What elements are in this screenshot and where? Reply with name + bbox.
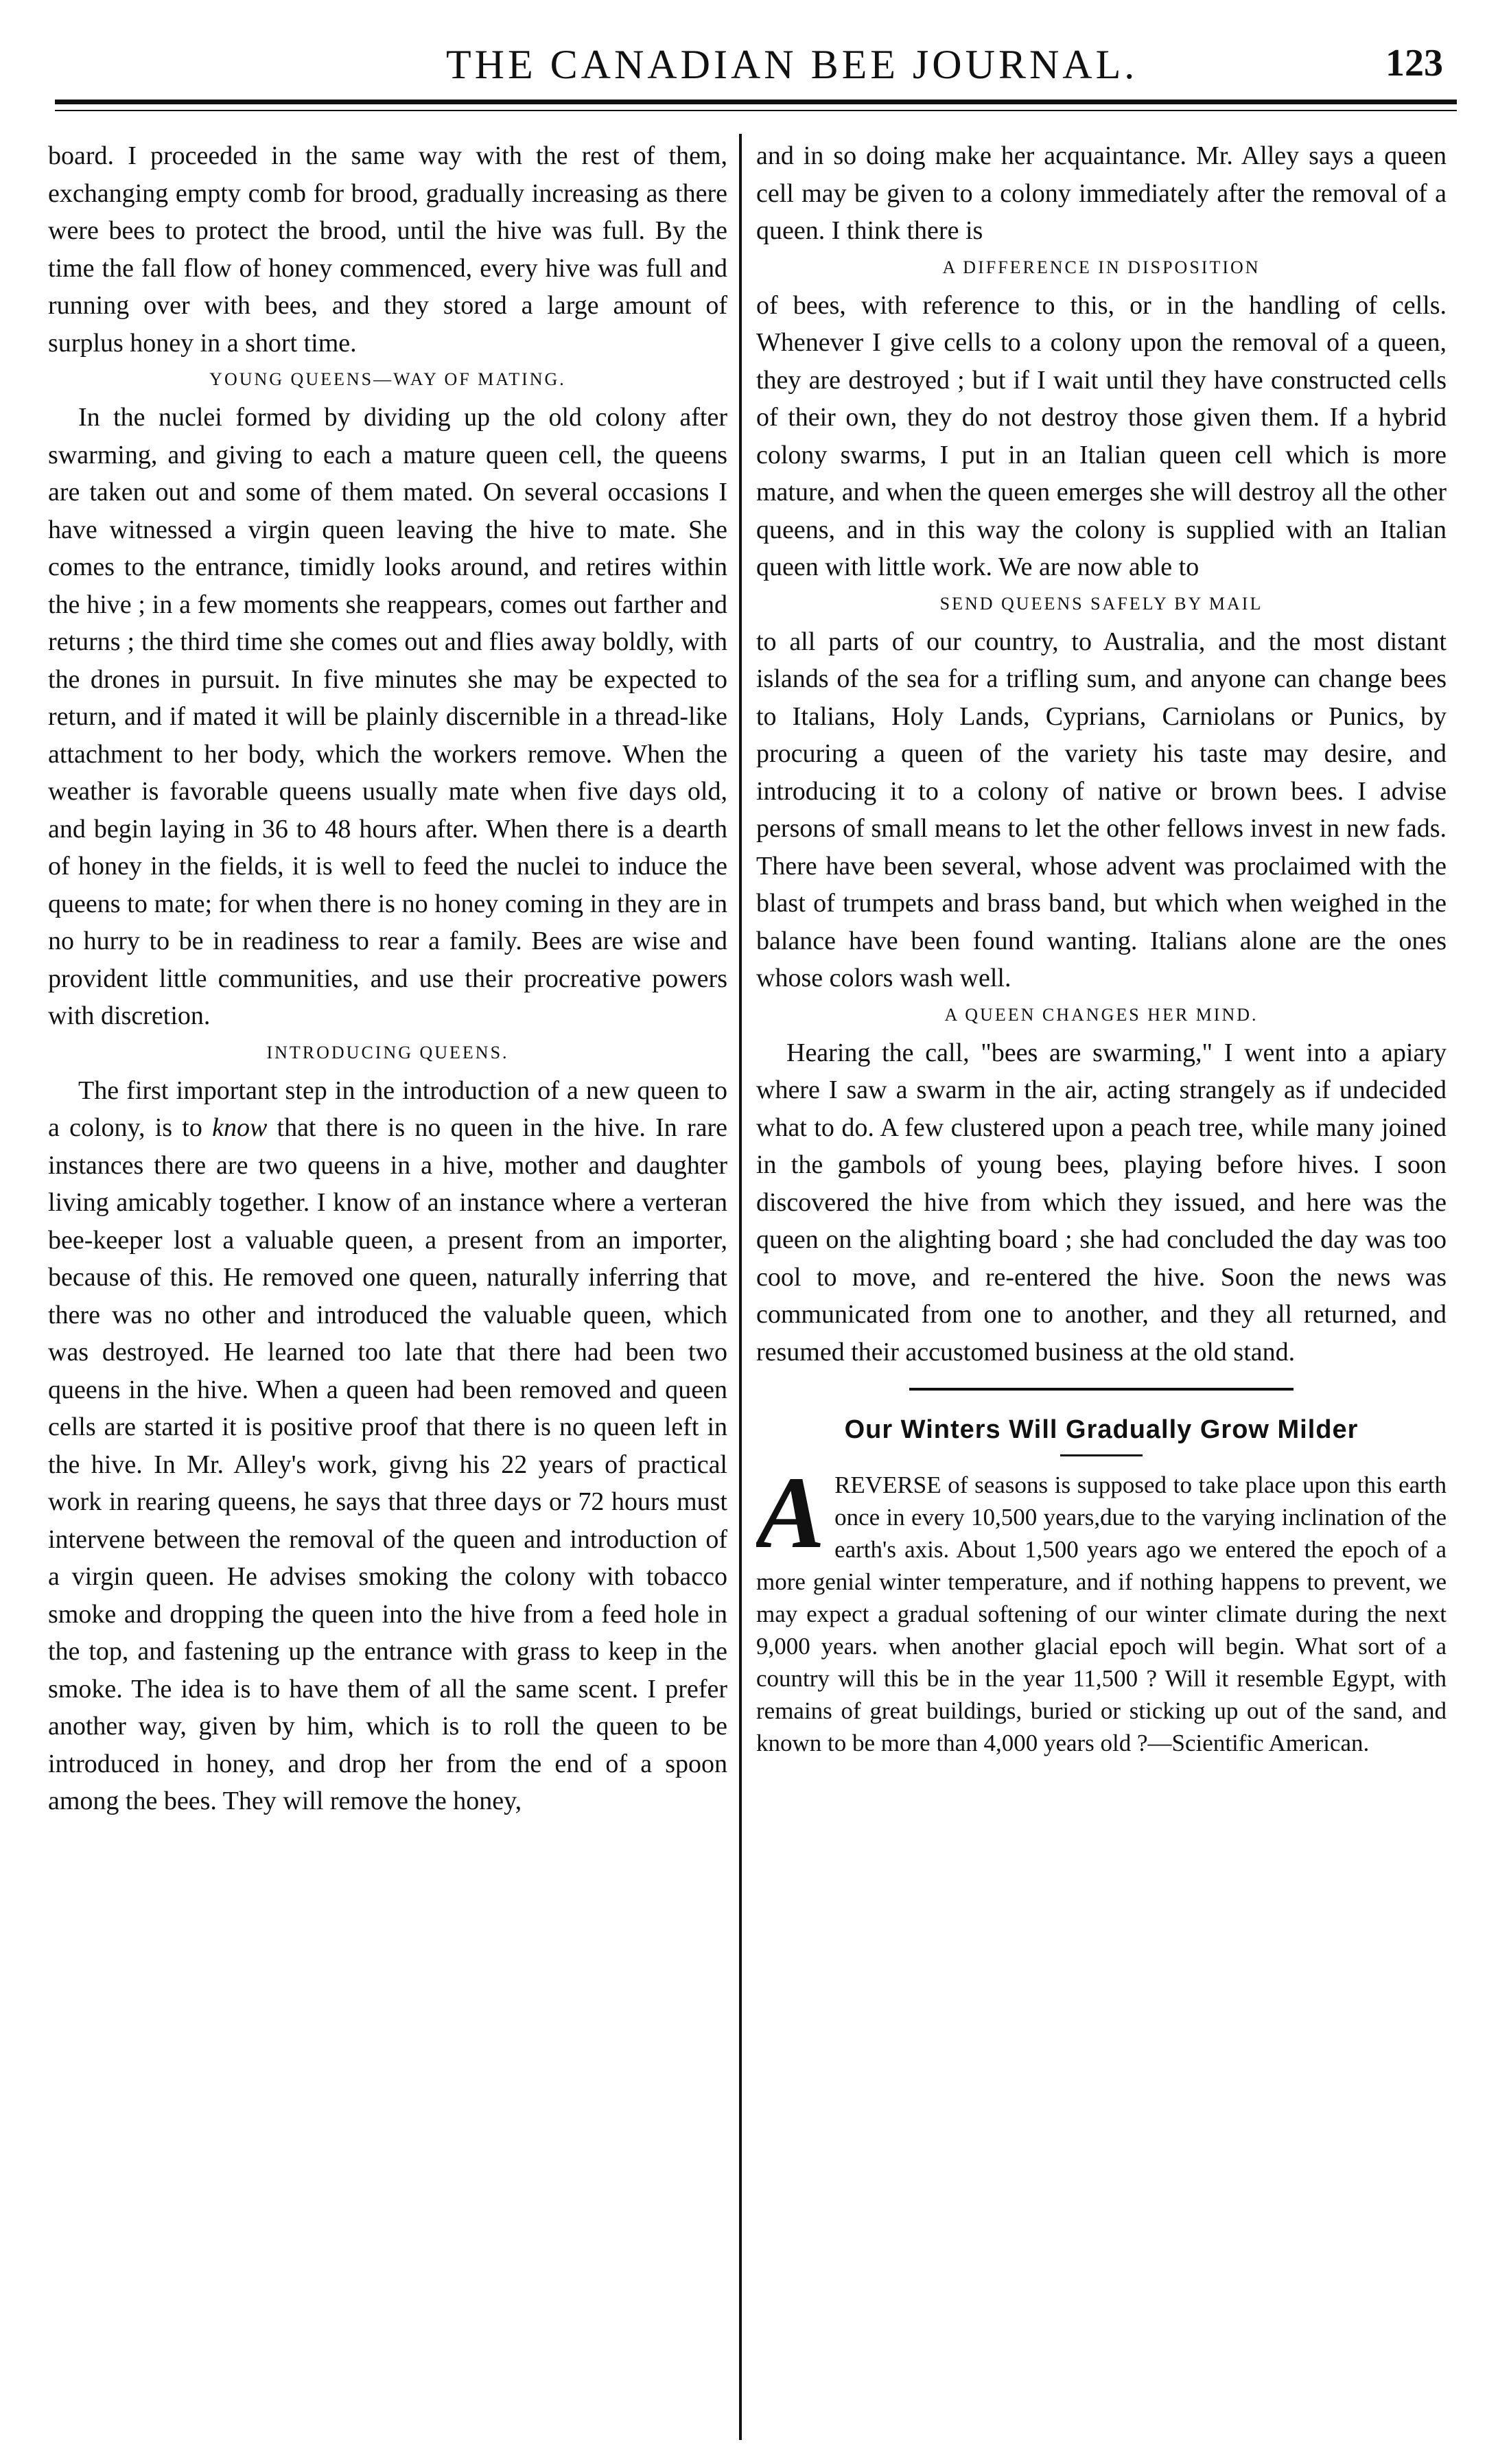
paragraph-introduction-rest: that there is no queen in the hive. In rare instances there are two queens in a hive, mother and daughter living amicably together. I know of an instance where a verteran bee-keeper lost a valuable queen, a present from an importer, because of this. He removed one queen, naturally inferring that there was no other and introduced the valuable queen, which was destroyed. He learned too late that there had been two queens in the hive. When a queen had been removed and queen cells are started it is positive proof that there is no queen left in the hive. In Mr. Alley's work, givng his 22 years of practical work in rearing queens, he says that three days or 72 hours must intervene between the removal of the queen and introduction of a virgin queen. He advises smoking the colony with tobacco smoke and dropping the queen into the hive from a feed hole in the top, and fastening up the entrance with grass to keep in the smoke. The idea is to have them of all the same scent. I prefer another way, given by him, which is to roll the queen to be introduced in honey, and drop her from the end of a spoon among the bees. They will remove the honey,	[48, 1113, 727, 1815]
paragraph-board: board. I proceeded in the same way with the rest of them, exchanging empty comb for brood, gradually increasing as there were bees to protect the brood, until the hive was full. By the time the fall flow of honey commenced, every hive was full and running over with bees, and they stored a large amount of surplus honey in a short time.	[48, 141, 727, 358]
paragraph-acquaintance: and in so doing make her acquaintance. Mr. Alley says a queen cell may be given to a colony immediately after the removal of a queen. I think there is	[756, 141, 1447, 245]
subheading-introducing-queens: INTRODUCING QUEENS.	[266, 1042, 509, 1062]
subheading-difference-in-disposition: A DIFFERENCE IN DISPOSITION	[942, 257, 1261, 277]
subheading-send-queens-by-mail: SEND QUEENS SAFELY BY MAIL	[939, 593, 1263, 614]
article-title: Our Winters Will Gradually Grow Milder	[844, 1415, 1359, 1444]
header-rule-thick	[55, 100, 1457, 104]
paragraph-swarming: Hearing the call, "bees are swarming," I went into a apiary where I saw a swarm in the air, acting strangely as if undecided what to do. A few clustered upon a peach tree, while many joined in the gambols of young bees, playing before hives. I soon discovered the hive from which they issued, and here was the queen on the alighting board ; she had concluded the day was too cool to move, and re-entered the hive. Soon the news was communicated from one to another, and they all returned, and resumed their accustomed business at the old stand.	[756, 1038, 1447, 1367]
article-title-underline	[1060, 1454, 1143, 1456]
column-divider	[739, 134, 742, 2440]
page-number: 123	[1385, 42, 1443, 84]
emphasis-know: know	[212, 1113, 268, 1142]
left-column	[48, 137, 727, 2443]
subheading-young-queens: YOUNG QUEENS—WAY OF MATING.	[209, 369, 566, 389]
article-body-text: REVERSE of seasons is supposed to take place upon this earth once in every 10,500 years,due to the varying inclination of the earth's axis. About 1,500 years ago we entered the epoch of a more genial winter temperature, and if nothing happens to prevent, we may expect a gradual softening of our winter climate during the next 9,000 years. when another glacial epoch will begin. What sort of a country will this be in the year 11,500 ? Will it resemble Egypt, with remains of great buildings, buried or sticking up out of the sand, and known to be more than 4,000 years old ?—Scientific American.	[756, 1472, 1447, 1756]
page-header	[41, 41, 1457, 122]
section-separator	[756, 1383, 1447, 1395]
drop-cap-letter: A	[756, 1456, 826, 1570]
header-rule-thin	[55, 110, 1457, 111]
paragraph-introduction	[48, 1072, 727, 1820]
paragraph-introduction-start: The first important step in the introduction of a new queen to a colony, is to	[48, 1076, 727, 1142]
paragraph-disposition: of bees, with reference to this, or in the handling of cells. Whenever I give cells to a colony upon the removal of a queen, they are destroyed ; but if I wait until they have constructed cells of their own, they do not destroy those given them. If a hybrid colony swarms, I put in an Italian queen cell which is more mature, and when the queen emerges she will destroy all the other queens, and in this way the colony is supplied with an Italian queen with little work. We are now able to	[756, 290, 1447, 581]
paragraph-mail: to all parts of our country, to Australia, and the most distant islands of the sea for a trifling sum, and anyone can change bees to Italians, Holy Lands, Cyprians, Carniolans or Punics, by procuring a queen of the variety his taste may desire, and introducing it to a colony of native or brown bees. I advise persons of small means to let the other fellows invest in new fads. There have been several, whose advent was proclaimed with the blast of trumpets and brass band, but which when weighed in the balance have been found wanting. Italians alone are the ones whose colors wash well.	[756, 627, 1447, 992]
journal-title: THE CANADIAN BEE JOURNAL.	[446, 42, 1138, 87]
article-body	[756, 1456, 1447, 1759]
subheading-queen-changes-mind: A QUEEN CHANGES HER MIND.	[944, 1004, 1259, 1025]
right-column	[756, 137, 1447, 2443]
paragraph-nuclei: In the nuclei formed by dividing up the old colony after swarming, and giving to each a mature queen cell, the queens are taken out and some of them mated. On several occasions I have witnessed a virgin queen leaving the hive to mate. She comes to the entrance, timidly looks around, and retires within the hive ; in a few moments she reappears, comes out farther and returns ; the third time she comes out and flies away boldly, with the drones in pursuit. In five minutes she may be expected to return, and if mated it will be plainly discernible in a thread-like attachment to her body, which the workers remove. When the weather is favorable queens usually mate when five days old, and begin laying in 36 to 48 hours after. When there is a dearth of honey in the fields, it is well to feed the nuclei to induce the queens to mate; for when there is no honey coming in they are in no hurry to be in readiness to rear a family. Bees are wise and provident little communities, and use their procreative powers with discretion.	[48, 403, 727, 1030]
